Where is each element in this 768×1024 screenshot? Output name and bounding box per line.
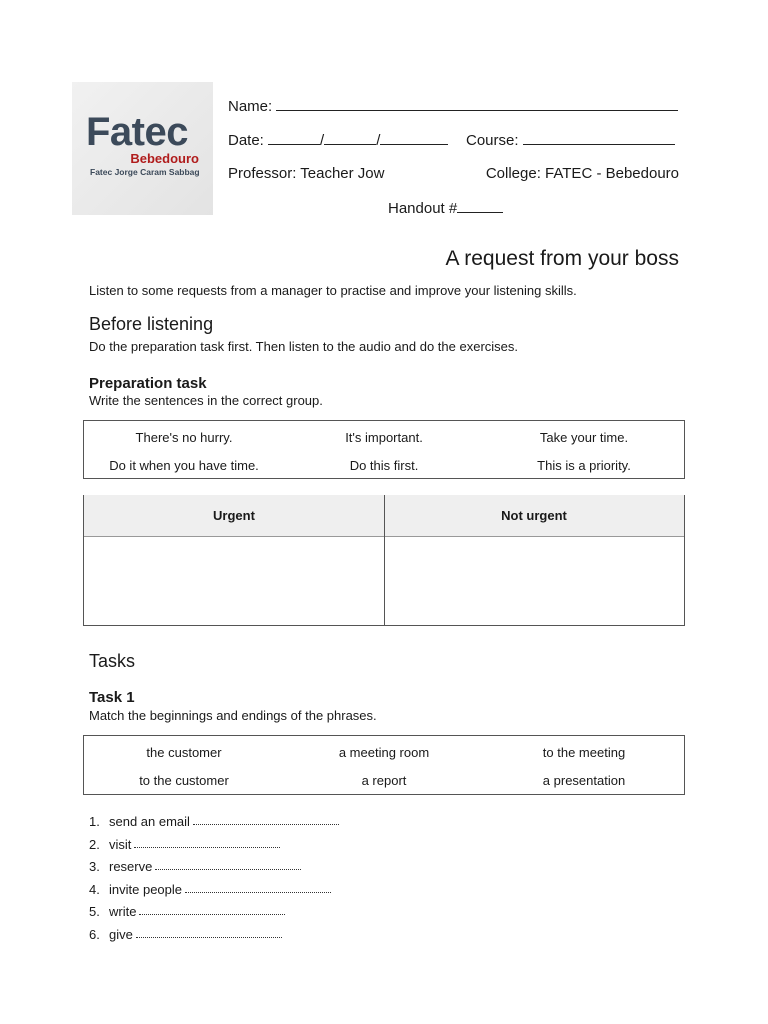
item-number: 2. [89, 836, 100, 852]
logo-subtitle: Fatec Jorge Caram Sabbag [90, 167, 200, 177]
answer-blank[interactable] [155, 857, 301, 870]
not-urgent-answer-cell[interactable] [385, 537, 684, 625]
word-bank-item: a meeting room [338, 745, 430, 760]
word-bank-item: Do this first. [349, 458, 419, 473]
item-text: reserve [109, 859, 153, 874]
word-bank-item: to the customer [139, 773, 229, 788]
before-listening-heading: Before listening [89, 314, 214, 334]
name-label: Name: [228, 98, 273, 115]
item-text: give [109, 926, 133, 942]
course-blank[interactable] [523, 131, 675, 145]
date-month-blank[interactable] [324, 131, 376, 145]
logo-campus: Bebedouro [130, 151, 199, 166]
answer-blank[interactable] [134, 835, 280, 848]
date-separator: / [376, 132, 381, 149]
item-text: visit [109, 836, 132, 852]
name-blank[interactable] [276, 97, 678, 111]
grouping-table [83, 495, 685, 626]
word-bank-item: Take your time. [539, 430, 629, 445]
task1-word-bank-box [83, 735, 685, 795]
date-year-blank[interactable] [380, 131, 448, 145]
task1-phrase-list [89, 812, 339, 947]
handout-blank[interactable] [457, 199, 503, 213]
word-bank-item: a report [361, 773, 407, 788]
word-bank-item: the customer [146, 745, 222, 760]
word-bank-item: This is a priority. [537, 458, 631, 473]
item-text: send an email [109, 814, 190, 829]
answer-blank[interactable] [136, 925, 282, 938]
date-label: Date: [228, 132, 264, 149]
word-bank-item: It's important. [345, 430, 423, 445]
date-day-blank[interactable] [268, 131, 320, 145]
item-number: 1. [89, 814, 100, 829]
intro-text: Listen to some requests from a manager to practise and improve your listening skills. [89, 283, 577, 298]
urgent-column-header: Urgent [213, 508, 255, 523]
item-number: 3. [89, 859, 100, 874]
item-number: 6. [89, 926, 100, 942]
handout-label: Handout # [388, 200, 458, 217]
not-urgent-column-header: Not urgent [501, 508, 567, 523]
preparation-task-instruction: Write the sentences in the correct group. [89, 393, 323, 408]
word-bank-item: a presentation [542, 773, 626, 788]
list-item [89, 835, 339, 858]
task1-instruction: Match the beginnings and endings of the phrases. [89, 708, 377, 723]
word-bank-box [83, 420, 685, 479]
answer-blank[interactable] [193, 812, 339, 825]
date-field[interactable] [228, 131, 448, 150]
item-number: 5. [89, 904, 100, 919]
college-text: College: FATEC - Bebedouro [485, 165, 679, 182]
before-listening-text: Do the preparation task first. Then listen to the audio and do the exercises. [89, 339, 519, 354]
item-text: write [109, 904, 137, 919]
word-bank-row [84, 430, 684, 445]
word-bank-item: Do it when you have time. [109, 458, 259, 473]
answer-blank[interactable] [185, 880, 331, 893]
course-field[interactable] [466, 131, 675, 150]
name-field[interactable] [228, 97, 678, 116]
item-number: 4. [89, 881, 100, 897]
list-item [89, 857, 339, 880]
course-label: Course: [466, 132, 519, 149]
logo-name: Fatec [86, 110, 188, 154]
professor-text: Professor: Teacher Jow [228, 165, 385, 182]
list-item [89, 902, 339, 925]
list-item [89, 880, 339, 903]
date-separator: / [320, 132, 325, 149]
list-item [89, 925, 339, 948]
word-bank-row [84, 773, 684, 788]
word-bank-item: to the meeting [542, 745, 626, 760]
tasks-heading: Tasks [89, 651, 136, 671]
preparation-task-heading: Preparation task [89, 375, 207, 392]
task1-heading: Task 1 [89, 689, 135, 706]
word-bank-row [84, 745, 684, 760]
page-title: A request from your boss [445, 247, 679, 270]
fatec-logo [72, 82, 213, 215]
urgent-answer-cell[interactable] [84, 537, 384, 625]
answer-blank[interactable] [139, 902, 285, 915]
word-bank-row [84, 458, 684, 473]
list-item [89, 812, 339, 835]
handout-field[interactable] [388, 199, 503, 218]
word-bank-item: There's no hurry. [135, 430, 233, 445]
item-text: invite people [109, 881, 182, 897]
